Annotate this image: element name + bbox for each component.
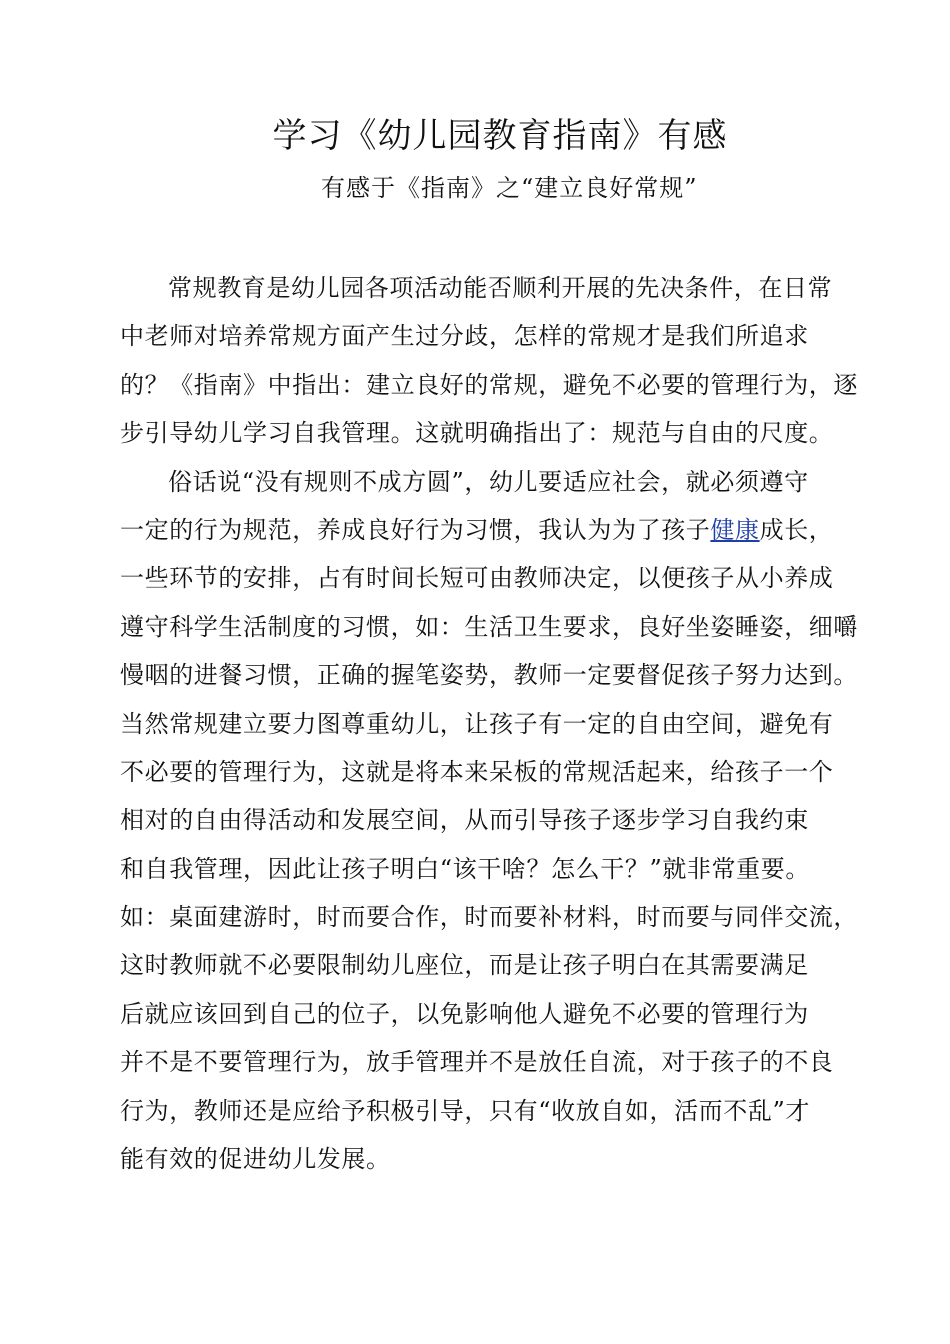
- paragraph-line: 的？《指南》中指出：建立良好的常规，避免不必要的管理行为，逐: [120, 370, 858, 399]
- paragraph-line: 并不是不要管理行为，放手管理并不是放任自流，对于孩子的不良: [120, 1048, 834, 1077]
- document-body: [120, 264, 858, 1183]
- paragraph-line: 当然常规建立要力图尊重幼儿，让孩子有一定的自由空间，避免有: [120, 709, 834, 738]
- paragraph-line: 遵守科学生活制度的习惯，如：生活卫生要求，良好坐姿睡姿，细嚼: [120, 612, 858, 641]
- paragraph-line: 能有效的促进幼儿发展。: [120, 1145, 391, 1174]
- paragraph-line: 相对的自由得活动和发展空间，从而引导孩子逐步学习自我约束: [120, 806, 809, 835]
- paragraph-line: 常规教育是幼儿园各项活动能否顺利开展的先决条件，在日常: [168, 274, 833, 302]
- page-subtitle: 有感于《指南》之“建立良好常规”: [321, 174, 698, 202]
- paragraph-line: 如：桌面建游时，时而要合作，时而要补材料，时而要与同伴交流，: [120, 903, 858, 932]
- paragraph-line: 和自我管理，因此让孩子明白“该干啥？怎么干？”就非常重要。: [120, 854, 810, 883]
- page-title: 学习《幼儿园教育指南》有感: [272, 116, 728, 156]
- health-link[interactable]: 健康: [710, 515, 760, 544]
- paragraph-line: 慢咽的进餐习惯，正确的握笔姿势，教师一定要督促孩子努力达到。: [120, 661, 858, 690]
- line-text-before-link: 一定的行为规范，养成良好行为习惯，我认为为了孩子: [120, 515, 711, 544]
- paragraph-line: 中老师对培养常规方面产生过分歧，怎样的常规才是我们所追求: [120, 322, 809, 351]
- paragraph-line-with-link: [120, 506, 850, 554]
- line-text-after-link: 成长，: [759, 515, 834, 544]
- paragraph-line: 步引导幼儿学习自我管理。这就明确指出了：规范与自由的尺度。: [120, 419, 834, 448]
- paragraph-line: 行为，教师还是应给予积极引导，只有“收放自如，活而不乱”才: [120, 1096, 810, 1125]
- paragraph-line: 俗话说“没有规则不成方圆”，幼儿要适应社会，就必须遵守: [168, 467, 809, 496]
- paragraph-line: 后就应该回到自己的位子，以免影响他人避免不必要的管理行为: [120, 999, 809, 1028]
- paragraph-line: 这时教师就不必要限制幼儿座位，而是让孩子明白在其需要满足: [120, 951, 809, 980]
- paragraph-line: 一些环节的安排，占有时间长短可由教师决定，以便孩子从小养成: [120, 564, 834, 593]
- paragraph-line: 不必要的管理行为，这就是将本来呆板的常规活起来，给孩子一个: [120, 757, 834, 786]
